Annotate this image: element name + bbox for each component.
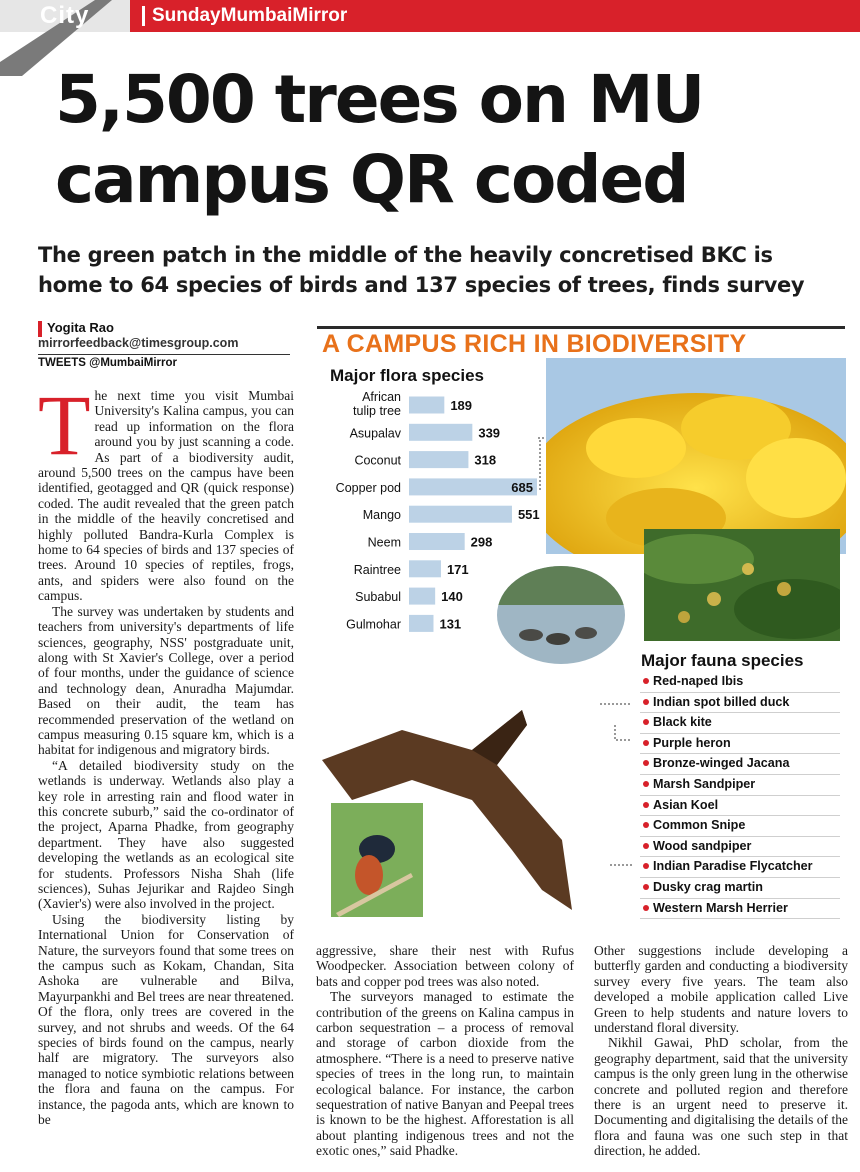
flora-category-label bbox=[353, 390, 401, 418]
paper-name: SundayMumbaiMirror bbox=[152, 5, 348, 26]
flora-value-label: 131 bbox=[439, 616, 462, 632]
flora-category-label-line: African bbox=[362, 390, 401, 404]
headline-line-2: campus QR coded bbox=[55, 141, 688, 218]
fauna-label: Marsh Sandpiper bbox=[653, 776, 756, 791]
flora-bar bbox=[409, 397, 444, 414]
flora-category-label-line: Neem bbox=[367, 535, 401, 550]
bullet-icon bbox=[643, 884, 649, 890]
connector-lines bbox=[500, 430, 650, 870]
flora-value-label: 318 bbox=[474, 452, 497, 468]
flora-category-label-line: Gulmohar bbox=[346, 617, 401, 632]
byline-divider bbox=[38, 354, 290, 355]
bird-body bbox=[355, 855, 383, 895]
fauna-list bbox=[640, 672, 840, 919]
flora-bar bbox=[409, 560, 441, 577]
flora-bar bbox=[409, 451, 468, 468]
flora-category-label bbox=[363, 508, 401, 522]
flower-cluster bbox=[746, 438, 846, 518]
masthead-divider bbox=[142, 6, 145, 26]
fauna-label: Purple heron bbox=[653, 735, 731, 750]
flora-category-label bbox=[346, 617, 401, 631]
bullet-icon bbox=[643, 822, 649, 828]
flora-value-label: 189 bbox=[450, 398, 473, 413]
bullet-icon bbox=[643, 719, 649, 725]
fauna-label: Dusky crag martin bbox=[653, 879, 763, 894]
flora-category-label bbox=[354, 563, 401, 577]
bullet-icon bbox=[643, 740, 649, 746]
deck bbox=[38, 240, 838, 300]
flora-title: Major flora species bbox=[330, 366, 485, 385]
flora-category-label-line: Copper pod bbox=[335, 480, 401, 495]
section-name: City bbox=[40, 2, 90, 29]
fauna-item bbox=[640, 816, 840, 837]
paragraph: “A detailed biodiversity study on the wetlands is underway. Wetlands also play a key role in arresting rain and flood water in this concrete suburb,” said the co-ordinator of the project, Aparna Phadke, from geography department. They have also suggested developing the wetlands as an ecological site for students. Professors Nisha Shah (life sciences), Suhas Jejurikar and Rajdeo Singh (Xavier's) were also involved in the project. bbox=[38, 757, 294, 912]
bullet-icon bbox=[643, 678, 649, 684]
bullet-icon bbox=[643, 863, 649, 869]
flora-value-label: 298 bbox=[470, 534, 493, 550]
bullet-icon bbox=[643, 781, 649, 787]
bullet-icon bbox=[643, 802, 649, 808]
connector bbox=[615, 725, 632, 740]
byline-tweets[interactable]: TWEETS @MumbaiMirror bbox=[38, 357, 177, 369]
fauna-label: Red-naped Ibis bbox=[653, 674, 744, 688]
deck-line-1: The green patch in the middle of the heavily concretised BKC is bbox=[38, 243, 773, 267]
paragraph: The surveyors managed to estimate the contribution of the greens on Kalina campus in carbon sequestration – a process of removal and storage of carbon dioxide from the atmosphere. “There is a need to preserve native species of trees in the long run, to maintain ecological balance. For instance, the carbon sequestration of native Banyan and Peepal trees is known to be the highest. Afforestation is all about planting indigenous trees and not the exotic ones,” said Phadke. bbox=[316, 989, 574, 1159]
mango-fruit bbox=[707, 592, 721, 606]
body-column-1 bbox=[38, 377, 295, 1128]
flora-category-label-line: Subabul bbox=[355, 590, 401, 605]
flora-value-label: 685 bbox=[511, 479, 533, 495]
flora-bar bbox=[409, 588, 435, 605]
fauna-item bbox=[640, 672, 840, 693]
fauna-item bbox=[640, 857, 840, 878]
fauna-item bbox=[640, 899, 840, 920]
mango-tree-photo bbox=[644, 529, 840, 641]
flora-value-label: 551 bbox=[517, 507, 540, 523]
fauna-item bbox=[640, 796, 840, 817]
flora-category-label bbox=[354, 454, 401, 468]
flora-value-label: 171 bbox=[446, 561, 469, 577]
body-column-2 bbox=[316, 943, 574, 1159]
flora-category-label-line: Mango bbox=[362, 508, 401, 523]
flora-bar bbox=[409, 533, 465, 550]
deck-line-2: home to 64 species of birds and 137 species of trees, finds survey bbox=[38, 273, 805, 297]
fauna-label: Wood sandpiper bbox=[653, 838, 752, 853]
mango-fruit bbox=[742, 563, 754, 575]
paragraph: Using the biodiversity listing by International Union for Conservation of Nature, the surveyors found that some trees on the campus such as Kokam, Chandan, Sita Ashoka are vulnerable and Bilva, Mayurpankhi and Bel trees are near threatened. Of the flora, only trees are covered in the survey, and not shrubs and weeds. Of the 64 species of birds found on the campus, nearly half are migratory. The surveyors also managed to notice symbiotic relations between the flora and fauna on the campus. For instance, the pagoda ants, which are known to be bbox=[38, 911, 295, 1128]
bullet-icon bbox=[643, 905, 649, 911]
infographic-top-rule bbox=[317, 326, 845, 329]
body-column-3 bbox=[594, 943, 848, 1159]
fauna-item bbox=[640, 878, 840, 899]
byline-marker bbox=[38, 321, 42, 337]
fauna-label: Asian Koel bbox=[653, 797, 719, 812]
paragraph: Nikhil Gawai, PhD scholar, from the geography department, said that the university campus is the only green lung in the otherwise concrete and polluted region and therefore there is an urgent need to preserve it. Documenting and digitalising the details of the flora and fauna was one such step in that direction, he added. bbox=[594, 1035, 848, 1159]
paragraph: The survey was undertaken by students and teachers from university's departments of life sciences, geography, NSS' postgraduate unit, along with St Xavier's College, over a period of four months, under the guidance of science and technology dean, Anuradha Majumdar. Based on their audit, the team has recommended preservation of the wetland on campus measuring 0.15 square km, which is a habitat for indigenous and migratory birds. bbox=[38, 603, 294, 758]
flora-category-label bbox=[368, 536, 401, 550]
byline-email[interactable]: mirrorfeedback@timesgroup.com bbox=[38, 336, 239, 350]
flora-category-label bbox=[350, 426, 402, 440]
flora-category-label-line: tulip tree bbox=[353, 404, 401, 418]
fauna-label: Black kite bbox=[653, 715, 712, 730]
fauna-label: Indian Paradise Flycatcher bbox=[653, 859, 813, 874]
infographic-title: A CAMPUS RICH IN BIODIVERSITY bbox=[322, 330, 747, 358]
flora-value-label: 339 bbox=[478, 425, 501, 441]
paragraph: aggressive, share their nest with Rufus Woodpecker. Association between colony of bats and copper pod trees was also noted. bbox=[316, 943, 574, 989]
fauna-item bbox=[640, 713, 840, 734]
byline-name: Yogita Rao bbox=[47, 320, 114, 335]
drop-cap: T bbox=[38, 377, 91, 473]
fauna-item bbox=[640, 837, 840, 858]
paradise-flycatcher-photo bbox=[331, 803, 423, 917]
flora-category-label bbox=[336, 481, 401, 495]
flora-category-label bbox=[355, 590, 401, 604]
fauna-label: Western Marsh Herrier bbox=[653, 900, 788, 915]
fauna-item bbox=[640, 754, 840, 775]
mango-fruit bbox=[678, 611, 690, 623]
fauna-label: Bronze-winged Jacana bbox=[653, 756, 790, 771]
flora-bar bbox=[409, 615, 433, 632]
fauna-item bbox=[640, 775, 840, 796]
bullet-icon bbox=[643, 699, 649, 705]
bullet-icon bbox=[643, 760, 649, 766]
fauna-label: Common Snipe bbox=[653, 818, 746, 833]
flora-bar bbox=[409, 506, 512, 523]
fauna-item bbox=[640, 693, 840, 714]
fauna-item bbox=[640, 734, 840, 755]
flora-value-label: 140 bbox=[441, 589, 463, 605]
headline-line-1: 5,500 trees on MU bbox=[55, 61, 704, 138]
flora-category-label-line: Raintree bbox=[353, 562, 401, 577]
flora-category-label-line: Coconut bbox=[354, 453, 401, 468]
paragraph: The next time you visit Mumbai University's Kalina campus, you can read up information on the flora around you by just scanning a code. As part of a biodiversity audit, around 5,500 trees on the campus have been identified, geotagged and QR (quick response) coded. The audit revealed that the green patch in the middle of the heavily concretised and highly polluted Bandra-Kurla Complex is home to 64 species of birds and 137 species of trees. Around 10 species of reptiles, frogs, ants, and spiders were also found on the campus. bbox=[38, 377, 294, 604]
mango-fruit bbox=[777, 582, 791, 596]
fauna-label: Indian spot billed duck bbox=[653, 694, 790, 709]
flora-bar bbox=[409, 424, 472, 441]
paragraph: Other suggestions include developing a butterfly garden and conducting a biodiversity survey every five years. The team also developed a mobile application called Live Green to help students and nature lovers to understand floral diversity. bbox=[594, 943, 848, 1036]
fauna-title: Major fauna species bbox=[641, 651, 804, 670]
flora-category-label-line: Asupalav bbox=[349, 426, 401, 441]
bullet-icon bbox=[643, 843, 649, 849]
